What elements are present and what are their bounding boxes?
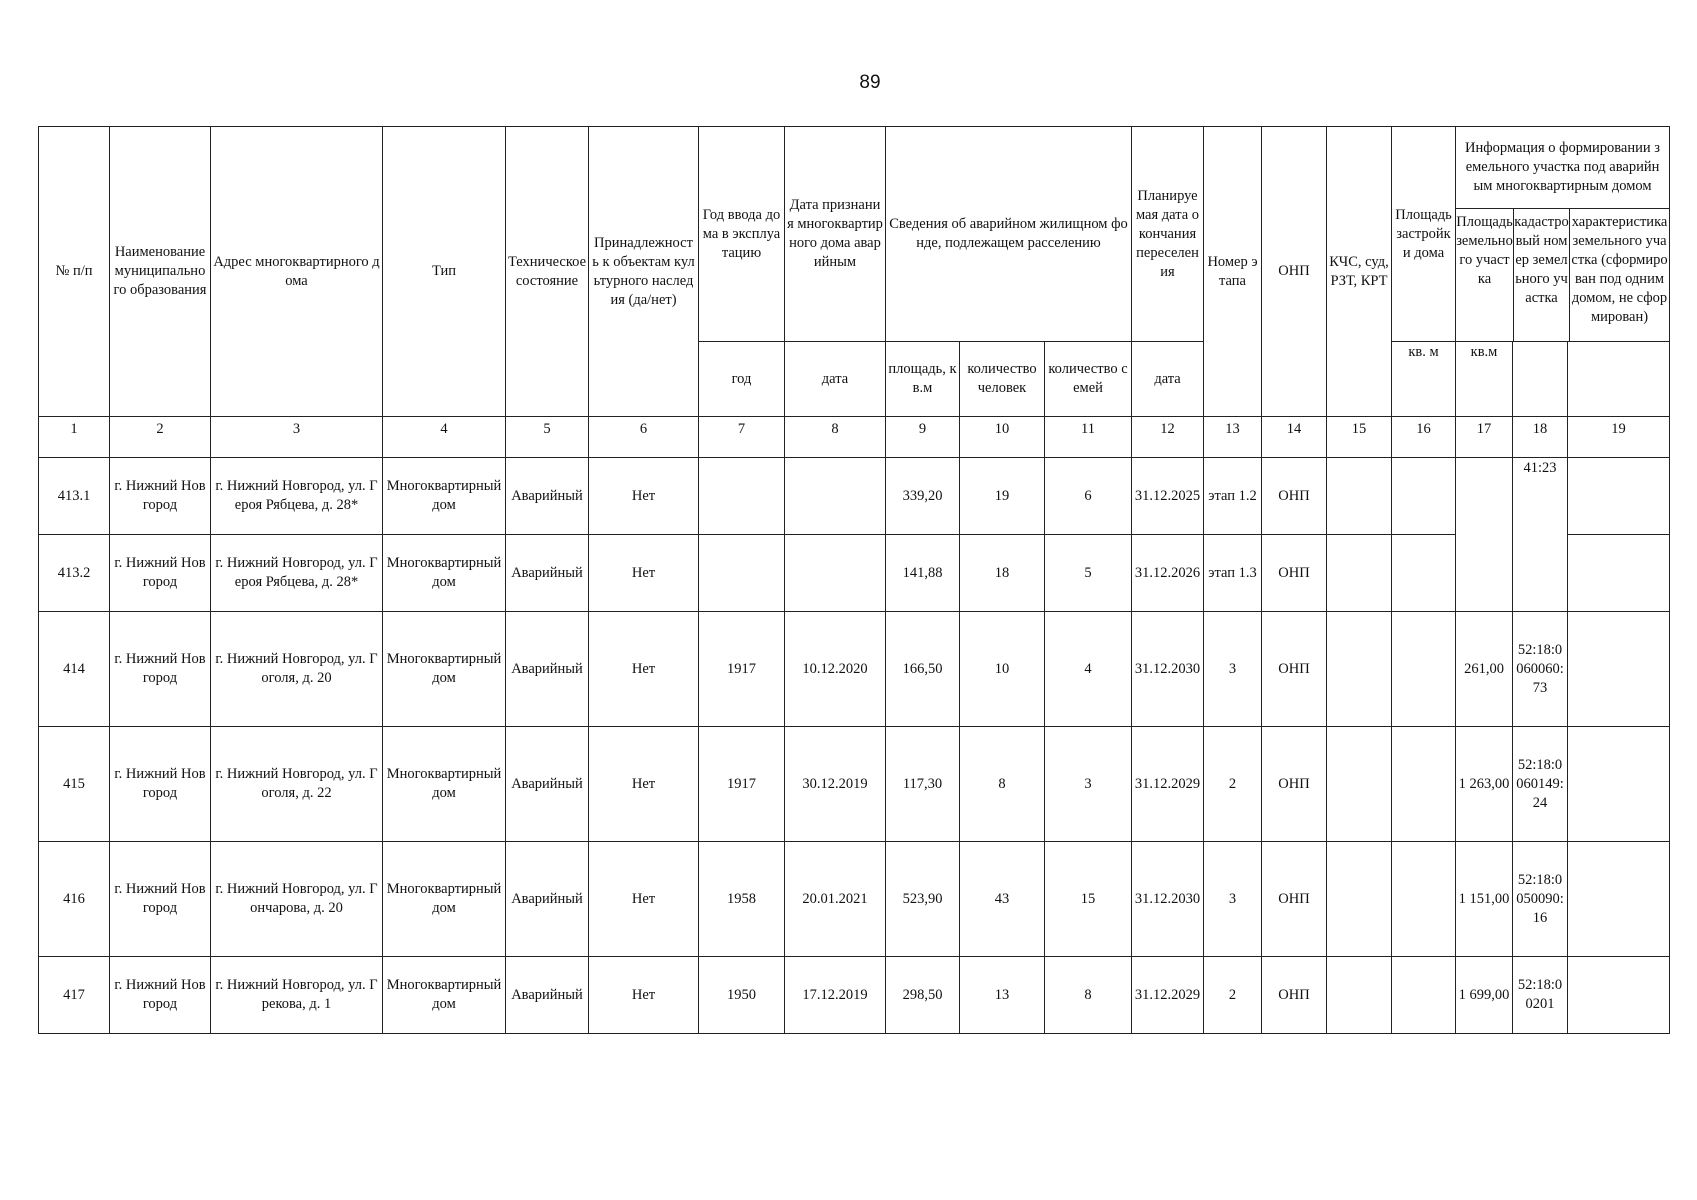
column-number: 9 [886,417,960,458]
cell-stage: 3 [1204,842,1262,957]
cell-heritage: Нет [589,957,699,1034]
cell-state: Аварийный [506,957,589,1034]
cell-build-area [1392,458,1456,535]
cell-build-area [1392,727,1456,842]
table-row [39,842,1670,957]
cell-land-char [1568,727,1670,842]
col-header-onp: ОНП [1262,127,1327,417]
subheader-plan-date: дата [1132,342,1204,417]
cell-people: 10 [960,612,1045,727]
cell-num: 413.1 [39,458,110,535]
cell-land-area: 1 699,00 [1456,957,1513,1034]
col-header-build-area: Площадь застройки дома [1392,127,1456,342]
cell-type: Многоквартирный дом [383,612,506,727]
cell-families: 3 [1045,727,1132,842]
column-number: 3 [211,417,383,458]
column-number: 7 [699,417,785,458]
cell-year: 1917 [699,612,785,727]
cell-municipality: г. Нижний Новгород [110,458,211,535]
subheader-land-char-empty [1568,342,1670,417]
cell-onp: ОНП [1262,727,1327,842]
table-row [39,727,1670,842]
cell-onp: ОНП [1262,535,1327,612]
table-row [39,535,1670,612]
column-number: 2 [110,417,211,458]
cell-land-area: 1 263,00 [1456,727,1513,842]
cell-cadastral: 52:18:0050090:16 [1513,842,1568,957]
cell-area: 141,88 [886,535,960,612]
col-header-municipality: Наименование муниципального образования [110,127,211,417]
cell-kchs [1327,957,1392,1034]
cell-municipality: г. Нижний Новгород [110,535,211,612]
column-number: 13 [1204,417,1262,458]
col-header-heritage: Принадлежность к объектам культурного наследия (да/нет) [589,127,699,417]
cell-plan-date: 31.12.2030 [1132,612,1204,727]
cell-stage: 3 [1204,612,1262,727]
subheader-date: дата [785,342,886,417]
cell-area: 339,20 [886,458,960,535]
cell-build-area [1392,612,1456,727]
cell-year: 1950 [699,957,785,1034]
column-number: 6 [589,417,699,458]
cell-year: 1958 [699,842,785,957]
cell-kchs [1327,458,1392,535]
cell-stage: этап 1.3 [1204,535,1262,612]
cell-num: 413.2 [39,535,110,612]
cell-land-area [1456,535,1513,612]
cell-year [699,535,785,612]
cell-people: 13 [960,957,1045,1034]
table-header [39,127,1670,458]
cell-municipality: г. Нижний Новгород [110,842,211,957]
column-number: 14 [1262,417,1327,458]
cell-year [699,458,785,535]
cell-kchs [1327,727,1392,842]
cell-plan-date: 31.12.2029 [1132,727,1204,842]
cell-kchs [1327,842,1392,957]
column-number: 19 [1568,417,1670,458]
cell-families: 4 [1045,612,1132,727]
cell-state: Аварийный [506,458,589,535]
cell-kchs [1327,612,1392,727]
cell-onp: ОНП [1262,957,1327,1034]
cell-area: 298,50 [886,957,960,1034]
cell-cadastral: 52:18:0060149:24 [1513,727,1568,842]
cell-plan-date: 31.12.2030 [1132,842,1204,957]
column-number: 15 [1327,417,1392,458]
cell-land-char [1568,535,1670,612]
cell-land-area [1456,458,1513,535]
subheader-people: количество человек [960,342,1045,417]
cell-families: 6 [1045,458,1132,535]
cell-people: 19 [960,458,1045,535]
cell-type: Многоквартирный дом [383,957,506,1034]
emergency-housing-table [38,126,1670,1034]
column-number: 16 [1392,417,1456,458]
col-header-land-info: Информация о формировании земельного участка под аварийным многоквартирным домом [1456,128,1669,209]
cell-onp: ОНП [1262,612,1327,727]
column-number: 18 [1513,417,1568,458]
cell-land-area: 261,00 [1456,612,1513,727]
column-number: 17 [1456,417,1513,458]
cell-build-area [1392,842,1456,957]
cell-address: г. Нижний Новгород, ул. Героя Рябцева, д. 28* [211,535,383,612]
subheader-area: площадь, кв.м [886,342,960,417]
cell-heritage: Нет [589,612,699,727]
cell-cadastral [1513,535,1568,612]
col-header-state: Техническое состояние [506,127,589,417]
cell-people: 8 [960,727,1045,842]
col-header-cadastral: кадастровый номер земельного участка [1514,209,1570,341]
cell-people: 43 [960,842,1045,957]
cell-families: 5 [1045,535,1132,612]
column-number: 5 [506,417,589,458]
cell-land-char [1568,458,1670,535]
cell-year: 1917 [699,727,785,842]
cell-land-char [1568,957,1670,1034]
cell-municipality: г. Нижний Новгород [110,612,211,727]
table-body [39,458,1670,1034]
cell-area: 523,90 [886,842,960,957]
cell-municipality: г. Нижний Новгород [110,727,211,842]
column-number: 12 [1132,417,1204,458]
cell-land-char [1568,612,1670,727]
cell-land-char [1568,842,1670,957]
column-number: 10 [960,417,1045,458]
cell-type: Многоквартирный дом [383,458,506,535]
column-number: 1 [39,417,110,458]
table-row [39,458,1670,535]
cell-date: 30.12.2019 [785,727,886,842]
cell-kchs [1327,535,1392,612]
cell-address: г. Нижний Новгород, ул. Гончарова, д. 20 [211,842,383,957]
cell-heritage: Нет [589,727,699,842]
subheader-cadastral-empty [1513,342,1568,417]
column-number: 4 [383,417,506,458]
col-header-plan-date: Планируемая дата окончания переселения [1132,127,1204,342]
cell-type: Многоквартирный дом [383,727,506,842]
cell-stage: 2 [1204,727,1262,842]
cell-heritage: Нет [589,842,699,957]
subheader-land-area: кв.м [1456,342,1513,417]
cell-build-area [1392,535,1456,612]
table-row [39,612,1670,727]
cell-num: 417 [39,957,110,1034]
col-header-housing-info: Сведения об аварийном жилищном фонде, подлежащем расселению [886,127,1132,342]
column-number: 11 [1045,417,1132,458]
cell-stage: этап 1.2 [1204,458,1262,535]
col-header-year: Год ввода дома в эксплуатацию [699,127,785,342]
cell-state: Аварийный [506,842,589,957]
cell-cadastral: 52:18:0060060:73 [1513,612,1568,727]
col-header-kchs: КЧС, суд, РЗТ, КРТ [1327,127,1392,417]
col-header-land-group [1456,127,1670,342]
cell-families: 8 [1045,957,1132,1034]
cell-heritage: Нет [589,458,699,535]
cell-cadastral: 52:18:00201 [1513,957,1568,1034]
cell-address: г. Нижний Новгород, ул. Героя Рябцева, д. 28* [211,458,383,535]
cell-address: г. Нижний Новгород, ул. Грекова, д. 1 [211,957,383,1034]
cell-area: 166,50 [886,612,960,727]
cell-date: 20.01.2021 [785,842,886,957]
cell-plan-date: 31.12.2029 [1132,957,1204,1034]
page-number: 89 [859,72,881,93]
cell-state: Аварийный [506,727,589,842]
cell-date [785,535,886,612]
cell-cadastral: 41:23 [1513,458,1568,535]
cell-state: Аварийный [506,535,589,612]
col-header-date: Дата признания многоквартирного дома аварийным [785,127,886,342]
cell-date [785,458,886,535]
cell-address: г. Нижний Новгород, ул. Гоголя, д. 22 [211,727,383,842]
col-header-land-char: характеристика земельного участка (сформирован под одним домом, не сформирован) [1571,213,1668,325]
cell-heritage: Нет [589,535,699,612]
cell-address: г. Нижний Новгород, ул. Гоголя, д. 20 [211,612,383,727]
column-number: 8 [785,417,886,458]
col-header-num: № п/п [39,127,110,417]
col-header-land-area: Площадь земельного участка [1456,209,1514,341]
cell-plan-date: 31.12.2025 [1132,458,1204,535]
cell-area: 117,30 [886,727,960,842]
cell-date: 10.12.2020 [785,612,886,727]
col-header-stage: Номер этапа [1204,127,1262,417]
cell-num: 416 [39,842,110,957]
cell-onp: ОНП [1262,842,1327,957]
cell-plan-date: 31.12.2026 [1132,535,1204,612]
subheader-build-area: кв. м [1392,342,1456,417]
subheader-families: количество семей [1045,342,1132,417]
cell-municipality: г. Нижний Новгород [110,957,211,1034]
cell-families: 15 [1045,842,1132,957]
cell-stage: 2 [1204,957,1262,1034]
cell-date: 17.12.2019 [785,957,886,1034]
col-header-address: Адрес многоквартирного дома [211,127,383,417]
subheader-year: год [699,342,785,417]
column-number-row [39,417,1670,458]
cell-onp: ОНП [1262,458,1327,535]
col-header-type: Тип [383,127,506,417]
cell-num: 414 [39,612,110,727]
cell-type: Многоквартирный дом [383,535,506,612]
table-row [39,957,1670,1034]
cell-land-area: 1 151,00 [1456,842,1513,957]
cell-type: Многоквартирный дом [383,842,506,957]
cell-build-area [1392,957,1456,1034]
cell-num: 415 [39,727,110,842]
cell-state: Аварийный [506,612,589,727]
cell-people: 18 [960,535,1045,612]
